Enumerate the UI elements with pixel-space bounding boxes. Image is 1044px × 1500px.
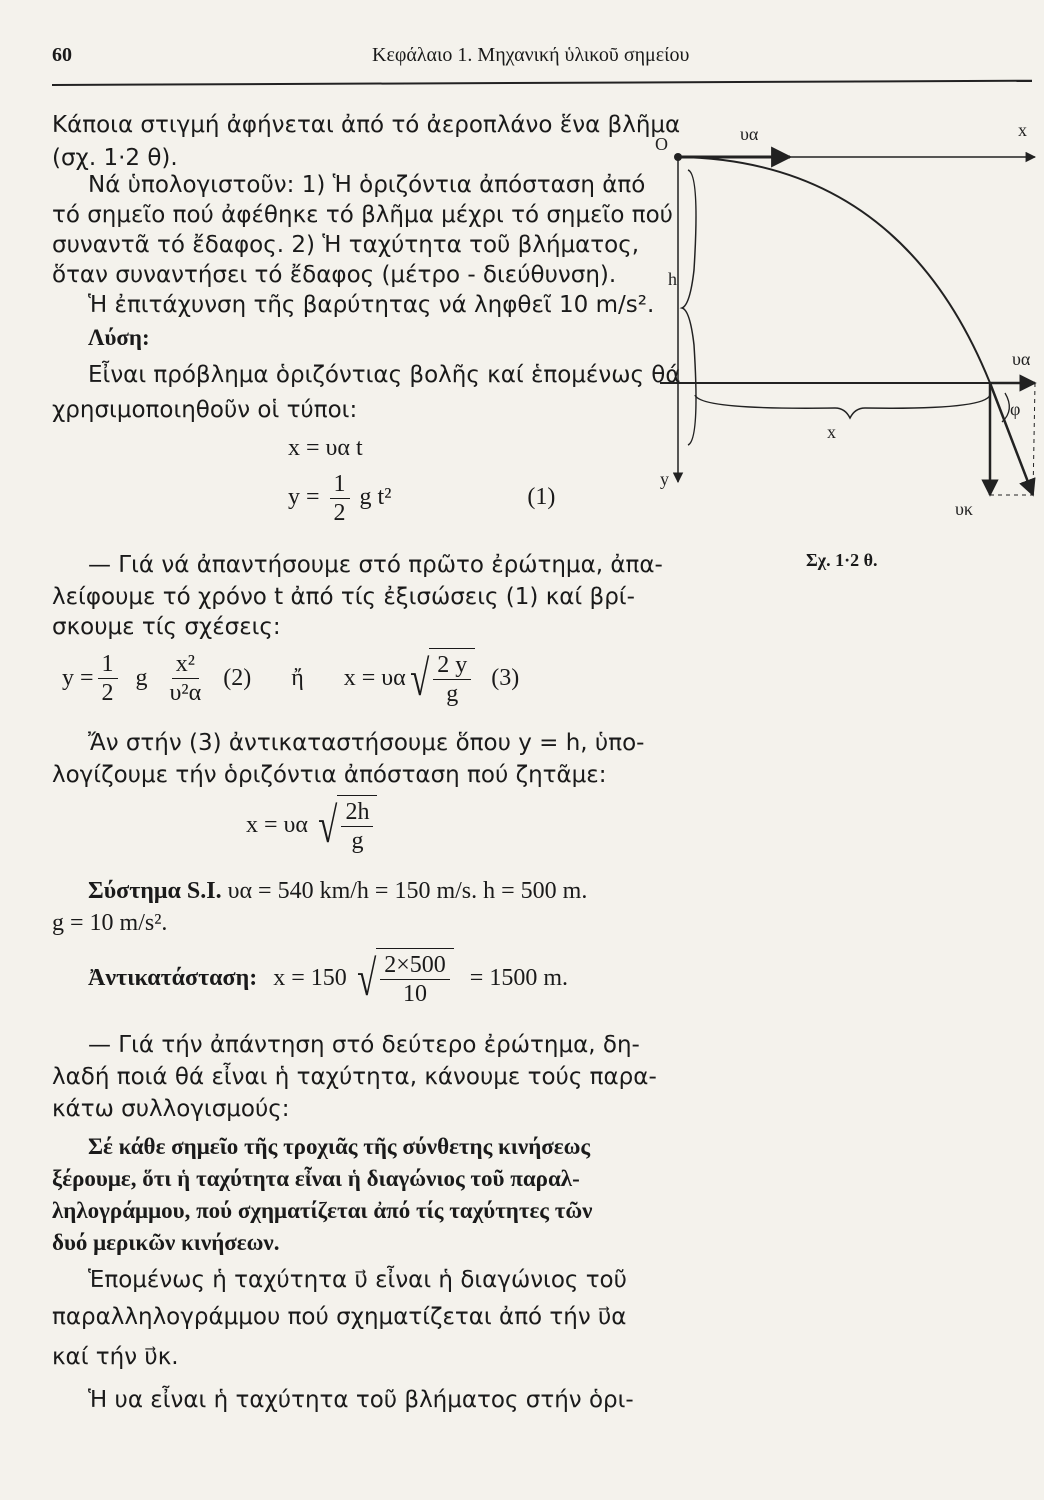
label-x-axis: x bbox=[1018, 120, 1027, 140]
si-gravity: g = 10 m/s². bbox=[52, 910, 168, 936]
si-system: Σύστημα S.I. υα = 540 km/h = 150 m/s. h = 500 m. bbox=[88, 878, 588, 904]
trajectory bbox=[678, 157, 990, 383]
text-line: λογίζουμε τήν ὁριζόντια ἀπόσταση πού ζητᾶμε: bbox=[52, 762, 607, 788]
label-va-top: υα bbox=[740, 124, 759, 144]
text-line: Ἡ ἐπιτάχυνση τῆς βαρύτητας νά ληφθεῖ 10 m/s². bbox=[88, 292, 655, 318]
label-va-right: υα bbox=[1012, 349, 1031, 369]
text-line: τό σημεῖο πού ἀφέθηκε τό βλῆμα μέχρι τό σημεῖο πού bbox=[52, 202, 673, 228]
bold-line: ληλογράμμου, πού σχηματίζεται ἀπό τίς ταχύτητες τῶν bbox=[52, 1198, 593, 1223]
equation-2-3: y = $\frac{1}{2}$ g $\frac{\text{x²}}{\text{υ²α}}$ (2) ἤ x = υα √ $\frac{2 y}{g}$ (3) bbox=[62, 650, 520, 707]
text-line: παραλληλογράμμου πού σχηματίζεται ἀπό τήν υ⃗α bbox=[52, 1304, 627, 1330]
label-y-axis: y bbox=[660, 469, 669, 489]
text-line: Εἶναι πρόβλημα ὁριζόντιας βολῆς καί ἑπομένως θά bbox=[88, 362, 681, 388]
equation-4: x = υα √ $\frac{2h}{g}$ bbox=[246, 795, 377, 855]
substitution: Ἀντικατάσταση: x = 150 √ $\frac{2\times 500}{10}$ = 1500 m. bbox=[88, 950, 568, 1007]
equation-1: y = $\frac{1}{2}$ g t² (1) bbox=[288, 471, 556, 526]
text-line: Ἡ υα εἶναι ἡ ταχύτητα τοῦ βλήματος στήν ὁρι- bbox=[88, 1387, 634, 1413]
text-line: (σχ. 1·2 θ). bbox=[52, 145, 178, 171]
text-line: — Γιά τήν ἀπάντηση στό δεύτερο ἐρώτημα, δη- bbox=[88, 1032, 640, 1058]
label-h: h bbox=[668, 269, 677, 289]
text-line: χρησιμοποιηθοῦν οἱ τύποι: bbox=[52, 397, 358, 423]
label-x-distance: x bbox=[827, 422, 836, 442]
brace-x bbox=[695, 395, 990, 418]
figure-caption: Σχ. 1·2 θ. bbox=[806, 550, 878, 570]
label-phi: φ bbox=[1010, 399, 1021, 419]
text-line: Ἑπομένως ἡ ταχύτητα υ⃗ εἶναι ἡ διαγώνιος τοῦ bbox=[88, 1267, 627, 1293]
parallelogram-edge bbox=[1033, 383, 1035, 495]
running-header: Κεφάλαιο 1. Μηχανική ὑλικοῦ σημείου bbox=[372, 44, 690, 66]
text-line: — Γιά νά ἀπαντήσουμε στό πρῶτο ἐρώτημα, ἀπα- bbox=[88, 552, 663, 578]
text-line: ὅταν συναντήσει τό ἔδαφος (μέτρο - διεύθυνση). bbox=[52, 262, 617, 288]
bold-line: Σέ κάθε σημεῖο τῆς τροχιᾶς τῆς σύνθετης κινήσεως bbox=[88, 1134, 591, 1159]
bold-line: ξέρουμε, ὅτι ἡ ταχύτητα εἶναι ἡ διαγώνιος τοῦ παραλ- bbox=[52, 1166, 580, 1191]
text-line: σκουμε τίς σχέσεις: bbox=[52, 614, 281, 640]
text-line: Κάποια στιγμή ἀφήνεται ἀπό τό ἀεροπλάνο ἕνα βλῆμα bbox=[52, 112, 681, 138]
header-rule bbox=[52, 80, 1032, 86]
text-line: λαδή ποιά θά εἶναι ἡ ταχύτητα, κάνουμε τούς παρα- bbox=[52, 1064, 657, 1090]
brace-h bbox=[682, 170, 696, 445]
projectile-diagram bbox=[640, 110, 1040, 540]
equation-x: x = υα t bbox=[288, 435, 363, 461]
page-number: 60 bbox=[52, 44, 72, 66]
text-line: κάτω συλλογισμούς: bbox=[52, 1096, 290, 1122]
text-line: Ἄν στήν (3) ἀντικαταστήσουμε ὅπου y = h, ὑπο- bbox=[88, 730, 645, 756]
text-line: συναντᾶ τό ἔδαφος. 2) Ἡ ταχύτητα τοῦ βλήματος, bbox=[52, 232, 640, 258]
section-heading: Λύση: bbox=[88, 325, 150, 350]
label-vk: υκ bbox=[955, 499, 973, 519]
label-origin: O bbox=[655, 134, 668, 154]
text-line: καί τήν υ⃗κ. bbox=[52, 1344, 179, 1370]
bold-line: δυό μερικῶν κινήσεων. bbox=[52, 1230, 280, 1255]
text-line: λείφουμε τό χρόνο t ἀπό τίς ἐξισώσεις (1) καί βρί- bbox=[52, 584, 635, 610]
text-line: Νά ὑπολογιστοῦν: 1) Ἡ ὁριζόντια ἀπόσταση ἀπό bbox=[88, 172, 646, 198]
